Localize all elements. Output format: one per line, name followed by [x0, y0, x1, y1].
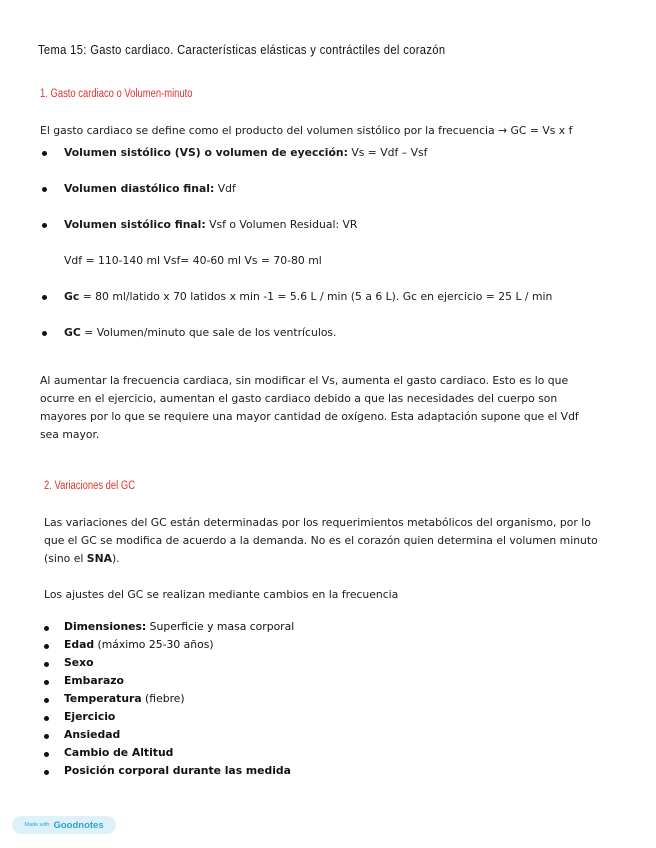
paragraph-ajustes: Los ajustes del GC se realizan mediante cambios en la frecuencia [44, 588, 399, 601]
bullet-dot [44, 770, 49, 775]
bullet-dot [42, 223, 47, 228]
page-title: Tema 15: Gasto cardiaco. Características elásticas y contráctiles del corazón [38, 42, 446, 57]
list-item: Gc = 80 ml/latido x 70 latidos x min -1 = 5.6 L / min (5 a 6 L). Gc en ejercicio = 25 L / min [64, 290, 553, 303]
paragraph-frecuencia: Al aumentar la frecuencia cardiaca, sin modificar el Vs, aumenta el gasto cardiaco. Esto es lo que ocurre en el ejercicio, aumentan el gasto cardiaco debido a que las necesidades del cuerpo son mayores por lo que se requiere una mayor cantidad de oxígeno. Esta adaptación supone que el Vdf sea mayor. [40, 374, 579, 441]
bullet-dot [42, 151, 47, 156]
made-with-label: Made with [24, 822, 50, 828]
values-line: Vdf = 110-140 ml Vsf= 40-60 ml Vs = 70-80 ml [64, 254, 322, 267]
intro-formula: El gasto cardiaco se define como el producto del volumen sistólico por la frecuencia → GC = Vs x f [40, 124, 573, 137]
list-item: Volumen sistólico (VS) o volumen de eyección: Vs = Vdf – Vsf [64, 146, 428, 159]
section-1-heading: 1. Gasto cardiaco o Volumen-minuto [40, 88, 193, 100]
bullet-dot [42, 295, 47, 300]
bullet-dot [44, 626, 49, 631]
bullet-dot [44, 644, 49, 649]
list-item: GC = Volumen/minuto que sale de los ventrículos. [64, 326, 337, 339]
bullet-dot [44, 662, 49, 667]
bullet-dot [42, 187, 47, 192]
bullet-dot [42, 331, 47, 336]
bullet-dot [44, 752, 49, 757]
bullet-dot [44, 680, 49, 685]
list-item: Volumen sistólico final: Vsf o Volumen Residual: VR [64, 218, 358, 231]
bullet-dot [44, 698, 49, 703]
document-page: Tema 15: Gasto cardiaco. Características elásticas y contráctiles del corazón 1. Gasto cardiaco o Volumen-minuto El gasto cardiaco se define como el producto del volumen sistólico por la frecuencia → GC = Vs x f Volumen sistólico (VS) o volumen de eyección: Vs = Vdf – Vsf Volumen diastólico final: Vdf Volumen sistólico final: Vsf o Volumen Residual: VR Vdf = 110-140 ml Vsf= 40-60 ml Vs = 70-80 ml Gc = 80 ml/latido x 70 latidos x min -1 = 5.6 L / min (5 a 6 L). Gc en ejercicio = 25 L / min GC = Volumen/minuto que sale de los ventrículos. Al aumentar la frecuencia cardiaca, sin modificar el Vs, aumenta el gasto cardiaco. Esto es lo que ocurre en el ejercicio, aumentan el gasto cardiaco debido a que las necesidades del cuerpo son mayores por lo que se requiere una mayor cantidad de oxígeno. Esta adaptación supone que el Vdf sea mayor. 2. Variaciones del GC Las variaciones del GC están determinadas por los requerimientos metabólicos del organismo, por lo que el GC se modifica de acuerdo a la demanda. No es el corazón quien determina el volumen minuto (sino el SNA). Los ajustes del GC se realizan mediante cambios en la frecuencia Dimensiones: Superficie y masa corporal Edad (máximo 25-30 años) Sexo Embarazo Temperatura (fiebre) Ejercicio Ansiedad Cambio de Altitud Posición corporal durante las medida Made with Goodnotes [0, 0, 656, 848]
made-with-goodnotes-badge[interactable] [12, 816, 116, 834]
paragraph-variaciones: Las variaciones del GC están determinadas por los requerimientos metabólicos del organismo, por lo que el GC se modifica de acuerdo a la demanda. No es el corazón quien determina el volumen minuto (sino el SNA). [44, 516, 598, 565]
section-2-heading: 2. Variaciones del GC [44, 480, 136, 492]
bullet-dot [44, 734, 49, 739]
goodnotes-logo: Goodnotes [53, 819, 104, 831]
list-item: Volumen diastólico final: Vdf [64, 182, 236, 195]
bullet-dot [44, 716, 49, 721]
